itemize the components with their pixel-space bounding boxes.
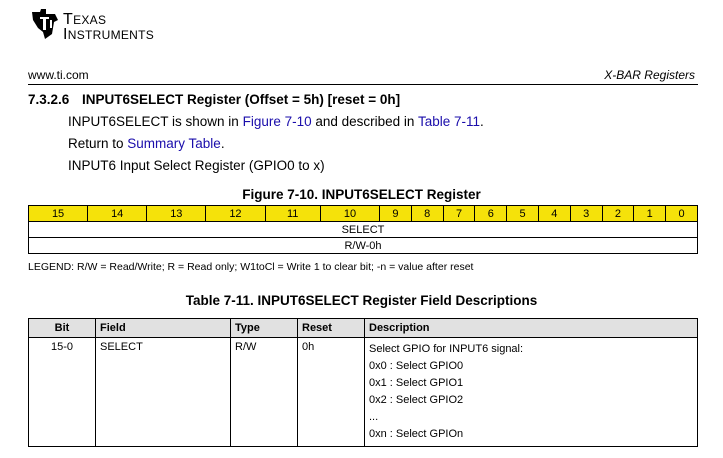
description-line: ... (369, 411, 379, 423)
section-title: INPUT6SELECT Register (Offset = 5h) [reset = 0h] (82, 92, 401, 107)
description-line: 0xn : Select GPIOn (369, 428, 464, 440)
bit-number: 9 (380, 206, 412, 222)
cell-bit: 15-0 (29, 338, 96, 447)
summary-table-link[interactable]: Summary Table (127, 136, 221, 151)
logo-text-line2: INSTRUMENTS (63, 26, 155, 43)
figure-title: Figure 7-10. INPUT6SELECT Register (242, 187, 481, 202)
legend: LEGEND: R/W = Read/Write; R = Read only; W1toCl = Write 1 to clear bit; -n = value after reset (28, 261, 474, 273)
col-header-type: Type (231, 319, 298, 338)
bit-number-row (29, 206, 698, 222)
bit-number: 0 (666, 206, 698, 222)
figure-link[interactable]: Figure 7-10 (242, 114, 312, 129)
col-header-bit: Bit (29, 319, 96, 338)
field-access: R/W-0h (29, 238, 698, 254)
field-descriptions-table (28, 318, 698, 447)
description-line: 0x1 : Select GPIO1 (369, 377, 464, 389)
text: . (220, 136, 225, 151)
logo-text-line1: TEXAS (63, 11, 107, 28)
bit-number: 12 (206, 206, 265, 222)
section-heading (28, 92, 400, 107)
bit-number: 2 (602, 206, 634, 222)
bit-number: 5 (507, 206, 539, 222)
bit-number: 3 (570, 206, 602, 222)
bit-number: 15 (29, 206, 88, 222)
cell-field: SELECT (96, 338, 231, 447)
bit-number: 4 (538, 206, 570, 222)
bit-number: 14 (88, 206, 147, 222)
field-name: SELECT (29, 222, 698, 238)
table-title: Table 7-11. INPUT6SELECT Register Field Descriptions (185, 293, 538, 308)
bit-number: 11 (265, 206, 320, 222)
table-row (29, 338, 698, 447)
description-line: 0x0 : Select GPIO0 (369, 360, 464, 372)
section-number: 7.3.2.6 (28, 92, 70, 107)
text: and described in (311, 114, 418, 129)
cell-description (365, 338, 698, 447)
bit-number: 7 (443, 206, 475, 222)
col-header-description: Description (365, 319, 698, 338)
header-divider (28, 84, 698, 85)
register-diagram (28, 205, 698, 254)
col-header-reset: Reset (298, 319, 365, 338)
table-header-row (29, 319, 698, 338)
table-link[interactable]: Table 7-11 (417, 114, 480, 129)
description-line: Select GPIO for INPUT6 signal: (369, 343, 524, 355)
bit-number: 13 (147, 206, 206, 222)
bit-number: 1 (634, 206, 666, 222)
description-line (68, 114, 484, 129)
bit-number: 8 (411, 206, 443, 222)
return-line (68, 136, 225, 151)
text: Return to (68, 136, 128, 151)
site-url[interactable]: www.ti.com (28, 68, 89, 82)
register-description: INPUT6 Input Select Register (GPIO0 to x) (68, 158, 325, 173)
cell-type: R/W (231, 338, 298, 447)
text: . (480, 114, 484, 129)
ti-logo-icon (30, 8, 60, 40)
ti-logo (30, 8, 160, 42)
bit-number: 10 (320, 206, 379, 222)
text: INPUT6SELECT is shown in (68, 114, 243, 129)
col-header-field: Field (96, 319, 231, 338)
description-line: 0x2 : Select GPIO2 (369, 394, 464, 406)
section-header: X-BAR Registers (604, 68, 695, 82)
cell-reset: 0h (298, 338, 365, 447)
bit-number: 6 (475, 206, 507, 222)
